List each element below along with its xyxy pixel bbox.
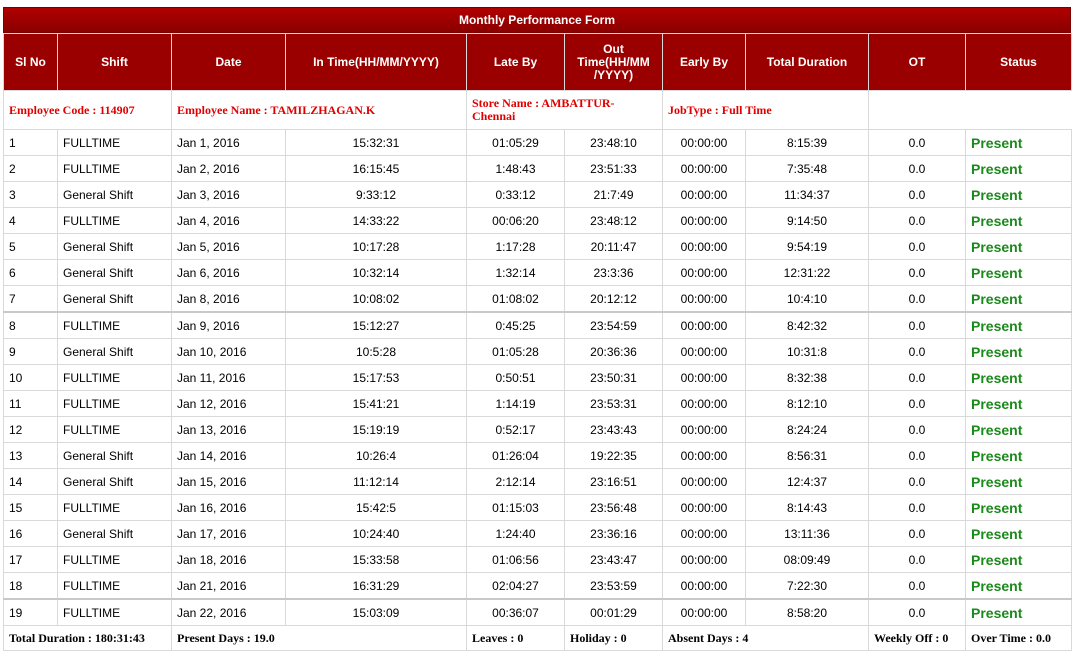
cell-date: Jan 16, 2016 [172, 495, 286, 521]
cell-date: Jan 10, 2016 [172, 339, 286, 365]
table-row [4, 417, 1072, 443]
cell-out-time: 23:43:43 [565, 417, 663, 443]
cell-early-by: 00:00:00 [663, 156, 746, 182]
cell-date: Jan 1, 2016 [172, 130, 286, 156]
cell-sl-no: 14 [4, 469, 58, 495]
cell-early-by: 00:00:00 [663, 521, 746, 547]
cell-sl-no: 13 [4, 443, 58, 469]
cell-total-duration: 13:11:36 [746, 521, 869, 547]
table-row [4, 234, 1072, 260]
total-duration-summary: Total Duration : 180:31:43 [4, 626, 172, 651]
cell-total-duration: 9:14:50 [746, 208, 869, 234]
cell-late-by: 01:05:28 [467, 339, 565, 365]
employee-name: Employee Name : TAMILZHAGAN.K [172, 91, 467, 130]
cell-date: Jan 3, 2016 [172, 182, 286, 208]
cell-late-by: 1:32:14 [467, 260, 565, 286]
cell-status: Present [966, 286, 1072, 313]
cell-early-by: 00:00:00 [663, 573, 746, 600]
cell-total-duration: 9:54:19 [746, 234, 869, 260]
cell-in-time: 10:24:40 [286, 521, 467, 547]
cell-sl-no: 4 [4, 208, 58, 234]
cell-late-by: 01:15:03 [467, 495, 565, 521]
cell-out-time: 23:43:47 [565, 547, 663, 573]
cell-early-by: 00:00:00 [663, 208, 746, 234]
cell-status: Present [966, 312, 1072, 339]
cell-early-by: 00:00:00 [663, 391, 746, 417]
cell-out-time: 20:11:47 [565, 234, 663, 260]
cell-shift: FULLTIME [58, 599, 172, 626]
cell-date: Jan 12, 2016 [172, 391, 286, 417]
cell-sl-no: 9 [4, 339, 58, 365]
cell-status: Present [966, 495, 1072, 521]
cell-shift: General Shift [58, 286, 172, 313]
cell-sl-no: 10 [4, 365, 58, 391]
cell-ot: 0.0 [869, 260, 966, 286]
cell-date: Jan 17, 2016 [172, 521, 286, 547]
cell-total-duration: 08:09:49 [746, 547, 869, 573]
cell-in-time: 10:32:14 [286, 260, 467, 286]
cell-sl-no: 5 [4, 234, 58, 260]
cell-sl-no: 6 [4, 260, 58, 286]
cell-late-by: 00:06:20 [467, 208, 565, 234]
cell-late-by: 1:17:28 [467, 234, 565, 260]
cell-shift: FULLTIME [58, 417, 172, 443]
cell-out-time: 19:22:35 [565, 443, 663, 469]
cell-status: Present [966, 521, 1072, 547]
absent-days-summary: Absent Days : 4 [663, 626, 869, 651]
cell-sl-no: 7 [4, 286, 58, 313]
cell-in-time: 11:12:14 [286, 469, 467, 495]
table-row [4, 286, 1072, 313]
leaves-summary: Leaves : 0 [467, 626, 565, 651]
cell-total-duration: 8:24:24 [746, 417, 869, 443]
cell-date: Jan 6, 2016 [172, 260, 286, 286]
cell-shift: FULLTIME [58, 391, 172, 417]
col-header-sl-no: Sl No [4, 34, 58, 91]
cell-late-by: 1:14:19 [467, 391, 565, 417]
cell-in-time: 15:32:31 [286, 130, 467, 156]
cell-early-by: 00:00:00 [663, 339, 746, 365]
cell-total-duration: 12:31:22 [746, 260, 869, 286]
cell-late-by: 01:05:29 [467, 130, 565, 156]
cell-early-by: 00:00:00 [663, 130, 746, 156]
cell-late-by: 01:06:56 [467, 547, 565, 573]
over-time-summary: Over Time : 0.0 [966, 626, 1072, 651]
cell-status: Present [966, 443, 1072, 469]
cell-early-by: 00:00:00 [663, 417, 746, 443]
cell-ot: 0.0 [869, 339, 966, 365]
cell-late-by: 01:08:02 [467, 286, 565, 313]
cell-late-by: 02:04:27 [467, 573, 565, 600]
cell-date: Jan 5, 2016 [172, 234, 286, 260]
cell-sl-no: 18 [4, 573, 58, 600]
cell-late-by: 2:12:14 [467, 469, 565, 495]
table-row [4, 260, 1072, 286]
cell-early-by: 00:00:00 [663, 495, 746, 521]
cell-sl-no: 8 [4, 312, 58, 339]
cell-early-by: 00:00:00 [663, 312, 746, 339]
cell-early-by: 00:00:00 [663, 234, 746, 260]
cell-sl-no: 19 [4, 599, 58, 626]
header-row [4, 34, 1072, 91]
cell-late-by: 00:36:07 [467, 599, 565, 626]
cell-shift: General Shift [58, 443, 172, 469]
performance-form [3, 7, 1071, 651]
cell-total-duration: 8:58:20 [746, 599, 869, 626]
cell-out-time: 21:7:49 [565, 182, 663, 208]
cell-out-time: 20:36:36 [565, 339, 663, 365]
cell-status: Present [966, 234, 1072, 260]
cell-sl-no: 16 [4, 521, 58, 547]
cell-out-time: 23:53:59 [565, 573, 663, 600]
cell-shift: FULLTIME [58, 495, 172, 521]
cell-out-time: 23:36:16 [565, 521, 663, 547]
cell-out-time: 23:48:10 [565, 130, 663, 156]
cell-early-by: 00:00:00 [663, 599, 746, 626]
cell-status: Present [966, 339, 1072, 365]
cell-sl-no: 12 [4, 417, 58, 443]
cell-ot: 0.0 [869, 417, 966, 443]
cell-ot: 0.0 [869, 312, 966, 339]
cell-sl-no: 3 [4, 182, 58, 208]
cell-total-duration: 8:12:10 [746, 391, 869, 417]
cell-late-by: 0:52:17 [467, 417, 565, 443]
cell-status: Present [966, 547, 1072, 573]
cell-date: Jan 15, 2016 [172, 469, 286, 495]
job-type: JobType : Full Time [663, 91, 869, 130]
cell-shift: General Shift [58, 234, 172, 260]
cell-status: Present [966, 156, 1072, 182]
cell-shift: General Shift [58, 260, 172, 286]
cell-ot: 0.0 [869, 443, 966, 469]
cell-shift: FULLTIME [58, 365, 172, 391]
cell-shift: FULLTIME [58, 156, 172, 182]
cell-status: Present [966, 469, 1072, 495]
cell-in-time: 15:17:53 [286, 365, 467, 391]
col-header-status: Status [966, 34, 1072, 91]
cell-ot: 0.0 [869, 391, 966, 417]
cell-out-time: 23:48:12 [565, 208, 663, 234]
cell-date: Jan 8, 2016 [172, 286, 286, 313]
table-row [4, 469, 1072, 495]
cell-date: Jan 13, 2016 [172, 417, 286, 443]
cell-ot: 0.0 [869, 208, 966, 234]
cell-out-time: 23:56:48 [565, 495, 663, 521]
col-header-in-time: In Time(HH/MM/YYYY) [286, 34, 467, 91]
cell-date: Jan 22, 2016 [172, 599, 286, 626]
cell-early-by: 00:00:00 [663, 365, 746, 391]
cell-in-time: 9:33:12 [286, 182, 467, 208]
present-days-summary: Present Days : 19.0 [172, 626, 467, 651]
cell-total-duration: 8:32:38 [746, 365, 869, 391]
holiday-summary: Holiday : 0 [565, 626, 663, 651]
cell-ot: 0.0 [869, 495, 966, 521]
cell-shift: General Shift [58, 339, 172, 365]
cell-in-time: 10:26:4 [286, 443, 467, 469]
cell-date: Jan 14, 2016 [172, 443, 286, 469]
table-row [4, 156, 1072, 182]
cell-late-by: 1:48:43 [467, 156, 565, 182]
cell-in-time: 15:03:09 [286, 599, 467, 626]
col-header-date: Date [172, 34, 286, 91]
cell-out-time: 23:50:31 [565, 365, 663, 391]
cell-date: Jan 11, 2016 [172, 365, 286, 391]
cell-late-by: 01:26:04 [467, 443, 565, 469]
cell-status: Present [966, 130, 1072, 156]
cell-ot: 0.0 [869, 599, 966, 626]
attendance-table [3, 33, 1072, 651]
cell-early-by: 00:00:00 [663, 182, 746, 208]
table-row [4, 130, 1072, 156]
table-row [4, 573, 1072, 600]
cell-late-by: 0:33:12 [467, 182, 565, 208]
cell-ot: 0.0 [869, 182, 966, 208]
cell-status: Present [966, 260, 1072, 286]
cell-late-by: 0:45:25 [467, 312, 565, 339]
table-row [4, 599, 1072, 626]
cell-total-duration: 8:15:39 [746, 130, 869, 156]
cell-total-duration: 8:14:43 [746, 495, 869, 521]
col-header-late-by: Late By [467, 34, 565, 91]
cell-early-by: 00:00:00 [663, 547, 746, 573]
cell-early-by: 00:00:00 [663, 443, 746, 469]
cell-in-time: 15:12:27 [286, 312, 467, 339]
table-row [4, 443, 1072, 469]
cell-out-time: 23:3:36 [565, 260, 663, 286]
cell-date: Jan 9, 2016 [172, 312, 286, 339]
table-row [4, 339, 1072, 365]
cell-status: Present [966, 365, 1072, 391]
cell-in-time: 10:17:28 [286, 234, 467, 260]
cell-status: Present [966, 208, 1072, 234]
cell-late-by: 0:50:51 [467, 365, 565, 391]
table-row [4, 547, 1072, 573]
cell-ot: 0.0 [869, 156, 966, 182]
cell-late-by: 1:24:40 [467, 521, 565, 547]
cell-ot: 0.0 [869, 573, 966, 600]
cell-status: Present [966, 391, 1072, 417]
cell-status: Present [966, 182, 1072, 208]
cell-early-by: 00:00:00 [663, 469, 746, 495]
cell-in-time: 15:33:58 [286, 547, 467, 573]
cell-in-time: 16:15:45 [286, 156, 467, 182]
cell-shift: FULLTIME [58, 208, 172, 234]
store-name: Store Name : AMBATTUR-Chennai [467, 91, 663, 130]
cell-in-time: 14:33:22 [286, 208, 467, 234]
cell-in-time: 16:31:29 [286, 573, 467, 600]
col-header-ot: OT [869, 34, 966, 91]
col-header-shift: Shift [58, 34, 172, 91]
cell-in-time: 10:5:28 [286, 339, 467, 365]
cell-ot: 0.0 [869, 130, 966, 156]
cell-in-time: 15:19:19 [286, 417, 467, 443]
cell-total-duration: 7:35:48 [746, 156, 869, 182]
cell-status: Present [966, 417, 1072, 443]
cell-shift: General Shift [58, 521, 172, 547]
cell-status: Present [966, 599, 1072, 626]
cell-ot: 0.0 [869, 521, 966, 547]
cell-shift: General Shift [58, 182, 172, 208]
cell-ot: 0.0 [869, 547, 966, 573]
cell-total-duration: 7:22:30 [746, 573, 869, 600]
cell-ot: 0.0 [869, 365, 966, 391]
table-row [4, 365, 1072, 391]
col-header-total-duration: Total Duration [746, 34, 869, 91]
cell-date: Jan 4, 2016 [172, 208, 286, 234]
summary-row [4, 626, 1072, 651]
employee-code: Employee Code : 114907 [4, 91, 172, 130]
weekly-off-summary: Weekly Off : 0 [869, 626, 966, 651]
cell-date: Jan 18, 2016 [172, 547, 286, 573]
cell-total-duration: 11:34:37 [746, 182, 869, 208]
cell-out-time: 23:53:31 [565, 391, 663, 417]
cell-total-duration: 10:31:8 [746, 339, 869, 365]
cell-out-time: 00:01:29 [565, 599, 663, 626]
col-header-early-by: Early By [663, 34, 746, 91]
cell-out-time: 20:12:12 [565, 286, 663, 313]
cell-sl-no: 15 [4, 495, 58, 521]
cell-total-duration: 10:4:10 [746, 286, 869, 313]
cell-shift: FULLTIME [58, 130, 172, 156]
cell-ot: 0.0 [869, 286, 966, 313]
cell-shift: FULLTIME [58, 573, 172, 600]
table-row [4, 391, 1072, 417]
table-row [4, 495, 1072, 521]
cell-shift: FULLTIME [58, 547, 172, 573]
cell-in-time: 10:08:02 [286, 286, 467, 313]
cell-out-time: 23:54:59 [565, 312, 663, 339]
table-row [4, 312, 1072, 339]
form-title: Monthly Performance Form [3, 7, 1071, 33]
table-row [4, 521, 1072, 547]
cell-total-duration: 8:56:31 [746, 443, 869, 469]
cell-out-time: 23:51:33 [565, 156, 663, 182]
col-header-out-time: Out Time(HH/MM /YYYY) [565, 34, 663, 91]
cell-shift: General Shift [58, 469, 172, 495]
cell-sl-no: 11 [4, 391, 58, 417]
cell-early-by: 00:00:00 [663, 286, 746, 313]
cell-sl-no: 2 [4, 156, 58, 182]
cell-in-time: 15:42:5 [286, 495, 467, 521]
cell-in-time: 15:41:21 [286, 391, 467, 417]
cell-out-time: 23:16:51 [565, 469, 663, 495]
cell-total-duration: 12:4:37 [746, 469, 869, 495]
cell-ot: 0.0 [869, 234, 966, 260]
cell-shift: FULLTIME [58, 312, 172, 339]
cell-ot: 0.0 [869, 469, 966, 495]
employee-info-row [4, 91, 1072, 130]
cell-sl-no: 1 [4, 130, 58, 156]
cell-sl-no: 17 [4, 547, 58, 573]
cell-total-duration: 8:42:32 [746, 312, 869, 339]
cell-date: Jan 21, 2016 [172, 573, 286, 600]
table-row [4, 182, 1072, 208]
cell-status: Present [966, 573, 1072, 600]
table-row [4, 208, 1072, 234]
cell-early-by: 00:00:00 [663, 260, 746, 286]
cell-date: Jan 2, 2016 [172, 156, 286, 182]
info-blank [869, 91, 1072, 130]
